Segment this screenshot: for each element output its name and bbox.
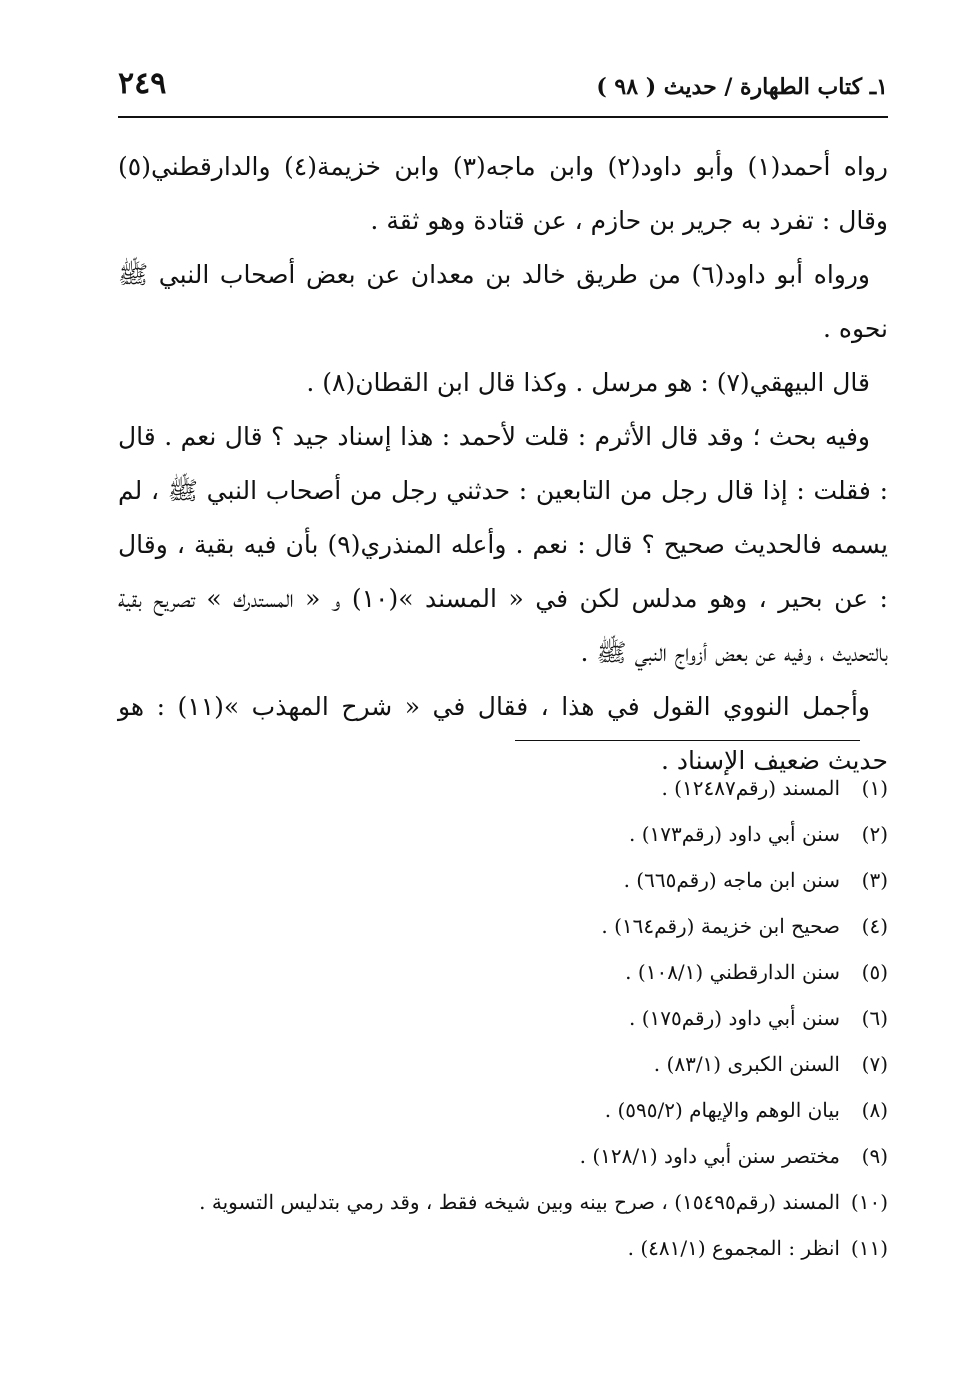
- footnote-number: (١١): [850, 1236, 888, 1260]
- footnote-number: (٨): [861, 1098, 888, 1122]
- footnote: [118, 1041, 888, 1087]
- footnote-number: (٤): [861, 914, 888, 938]
- paragraph: وأجمل النووي القول في هذا ، فقال في « شرح المهذب »(١١) : هو حديث ضعيف الإسناد .: [118, 692, 888, 775]
- footnote: [118, 903, 888, 949]
- footnote: [118, 765, 888, 811]
- footnote-text: السنن الكبرى (٨٣/١) .: [653, 1052, 840, 1076]
- footnote: [118, 949, 888, 995]
- footnote: [118, 1087, 888, 1133]
- footnote-text: سنن أبي داود (رقم١٧٥) .: [628, 1006, 840, 1030]
- footnote-number: (٣): [861, 868, 888, 892]
- footnote-text: بيان الوهم والإيهام (٥٩٥/٢) .: [604, 1098, 840, 1122]
- footnote-text: المسند (رقم١٥٤٩٥) ، صرح بينه وبين شيخه فقط ، وقد رمي بتدليس التسوية .: [199, 1190, 840, 1214]
- footnote: [118, 1133, 888, 1179]
- footnote-number: (٦): [861, 1006, 888, 1030]
- footnote-number: (٥): [861, 960, 888, 984]
- footnote-text: المسند (رقم١٢٤٨٧) .: [661, 776, 840, 800]
- footnote-text: انظر : المجموع (٤٨١/١) .: [627, 1236, 840, 1260]
- paragraph: قال البيهقي(٧) : هو مرسل . وكذا قال ابن القطان(٨) .: [306, 368, 870, 397]
- footnote-text: سنن ابن ماجه (رقم٦٦٥) .: [623, 868, 840, 892]
- chapter-title: ١ـ كتاب الطهارة / حديث ( ٩٨ ): [596, 74, 888, 100]
- footnote-number: (٩): [861, 1144, 888, 1168]
- footnote: [118, 1179, 888, 1225]
- footnote: [118, 995, 888, 1041]
- footnote: [118, 857, 888, 903]
- paragraph: وفيه بحث ؛ وقد قال الأثرم : قلت لأحمد : هذا إسناد جيد ؟ قال نعم . قال : فقلت : إذا قال رجل من التابعين : حدثني رجل من أصحاب النبي ﷺ ، لم يسمه فالحديث صحيح ؟ قال : نعم . وأعله المنذري(٩) بأن فيه بقية ، وقال : عن بحير ، وهو مدلس لكن في « المسند »(١٠) و « المستدرك » تصريح بقية بالتحديث ، وفيه عن بعض أزواج النبي ﷺ .: [118, 422, 888, 667]
- footnote-divider: [515, 740, 860, 741]
- running-header: [118, 66, 888, 110]
- footnote-text: مختصر سنن أبي داود (١٢٨/١) .: [579, 1144, 840, 1168]
- footnotes-list: [118, 765, 888, 1271]
- paragraph: رواه أحمد(١) وأبو داود(٢) وابن ماجه(٣) وابن خزيمة(٤) والدارقطني(٥) وقال : تفرد به جرير بن حازم ، عن قتادة وهو ثقة .: [118, 152, 888, 235]
- page-number: ٢٤٩: [118, 66, 167, 101]
- footnote: [118, 1225, 888, 1271]
- footnote-text: سنن أبي داود (رقم١٧٣) .: [628, 822, 840, 846]
- footnote-number: (٧): [861, 1052, 888, 1076]
- footnote-text: صحيح ابن خزيمة (رقم١٦٤) .: [601, 914, 840, 938]
- header-rule: [118, 116, 888, 118]
- footnote: [118, 811, 888, 857]
- footnote-number: (٢): [861, 822, 888, 846]
- paragraph: ورواه أبو داود(٦) من طريق خالد بن معدان عن بعض أصحاب النبي ﷺ نحوه .: [118, 260, 888, 343]
- footnote-number: (١): [861, 776, 888, 800]
- footnote-text: سنن الدارقطني (١٠٨/١) .: [625, 960, 840, 984]
- footnote-number: (١٠): [850, 1190, 888, 1214]
- main-text: [118, 140, 888, 788]
